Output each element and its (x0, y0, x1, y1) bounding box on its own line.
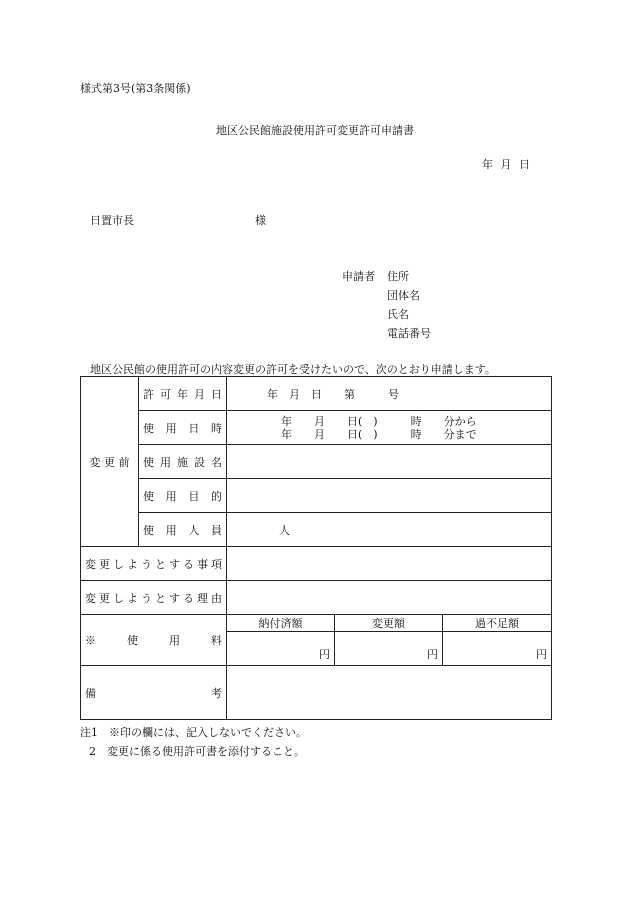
use-datetime-from: 年 月 日( ) 時 分から (281, 414, 477, 428)
facility-field[interactable] (227, 445, 552, 479)
usage-fee-label: ※ 使 用 料 (81, 615, 227, 666)
permit-date-field[interactable]: 年 月 日 第 号 (227, 377, 552, 411)
fee-change-field[interactable]: 円 (335, 632, 443, 666)
fee-difference-header: 過不足額 (443, 615, 552, 632)
application-table (80, 376, 552, 720)
fee-change-header: 変更額 (335, 615, 443, 632)
people-field[interactable]: 人 (227, 513, 552, 547)
applicant-address-label: 住所 (387, 270, 409, 283)
change-item-label: 変更しようとする事項 (81, 547, 227, 581)
document-title: 地区公民館施設使用許可変更許可申請書 (216, 124, 414, 137)
change-item-field[interactable] (227, 547, 552, 581)
people-label: 使用人員 (139, 513, 227, 547)
fee-difference-field[interactable]: 円 (443, 632, 552, 666)
purpose-field[interactable] (227, 479, 552, 513)
applicant-label: 申請者 (342, 270, 375, 283)
applicant-phone-label: 電話番号 (387, 327, 431, 340)
application-date: 年 月 日 (482, 158, 530, 171)
note-2: 2 変更に係る使用許可書を添付すること。 (89, 745, 305, 758)
fee-paid-header: 納付済額 (227, 615, 335, 632)
use-datetime-label: 使用日時 (139, 411, 227, 445)
intro-text: 地区公民館の使用許可の内容変更の許可を受けたいので、次のとおり申請します。 (90, 363, 496, 376)
facility-label: 使用施設名 (139, 445, 227, 479)
permit-date-label: 許可年月日 (139, 377, 227, 411)
fee-paid-field[interactable]: 円 (227, 632, 335, 666)
remarks-label: 備考 (81, 666, 227, 720)
before-change-label: 変 更 前 (81, 377, 139, 547)
applicant-group-label: 団体名 (387, 289, 420, 302)
form-number: 様式第3号(第3条関係) (80, 82, 191, 95)
remarks-field[interactable] (227, 666, 552, 720)
change-reason-field[interactable] (227, 581, 552, 615)
applicant-name-label: 氏名 (387, 308, 409, 321)
addressee-honorific: 様 (255, 214, 266, 227)
note-1: 注1 ※印の欄には、記入しないでください。 (80, 726, 307, 739)
change-reason-label: 変更しようとする理由 (81, 581, 227, 615)
purpose-label: 使用目的 (139, 479, 227, 513)
use-datetime-field[interactable] (227, 411, 552, 445)
addressee-name: 日置市長 (90, 214, 134, 227)
use-datetime-to: 年 月 日( ) 時 分まで (281, 427, 477, 441)
